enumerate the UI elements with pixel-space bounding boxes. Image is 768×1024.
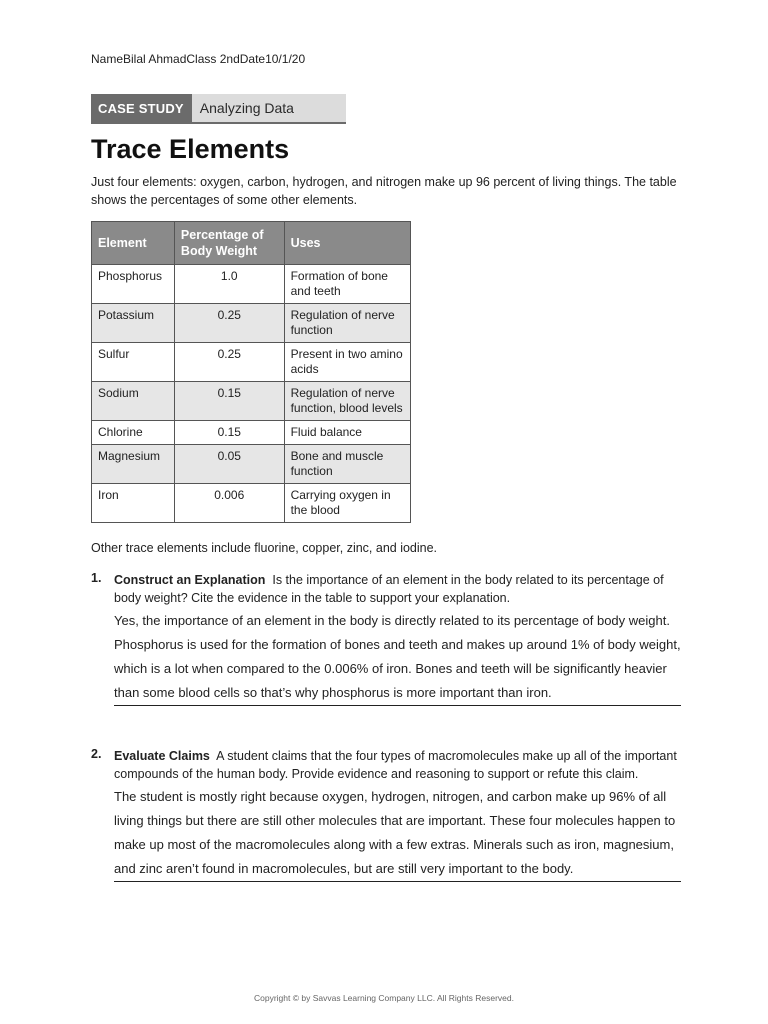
percent-cell: 0.05 [174,445,284,484]
question-text: Is the importance of an element in the body related to its percentage of body weight? Cite the evidence in the table to support your explanation. [114,573,664,605]
page-title: Trace Elements [91,134,290,164]
question-number: 2. [91,747,102,761]
other-trace-elements-note: Other trace elements include fluorine, copper, zinc, and iodine. [91,541,438,555]
banner-underline [91,122,346,124]
intro-paragraph: Just four elements: oxygen, carbon, hydrogen, and nitrogen make up 96 percent of living things. The table shows the percentages of some other elements. [91,175,677,207]
uses-cell: Bone and muscle function [284,445,410,484]
question-label: Evaluate Claims [114,749,210,763]
name-class-date-line: NameBilal AhmadClass 2ndDate10/1/20 [91,52,306,66]
answer-text[interactable]: The student is mostly right because oxygen, hydrogen, nitrogen, and carbon make up 96% of all living things but there are still other molecules that are important. These four molecules happen to make up most of the macromolecules along with a few extras. Minerals such as iron, magnesium, and zinc aren’t found in macromolecules, but are still very important to the body. [114,785,681,882]
banner-subtitle: Analyzing Data [192,94,346,123]
table-row [92,304,411,343]
element-cell: Sodium [92,382,175,421]
column-header-percentage: Percentage of Body Weight [174,222,284,265]
uses-cell: Regulation of nerve function [284,304,410,343]
uses-cell: Carrying oxygen in the blood [284,484,410,523]
table-row [92,484,411,523]
element-cell: Phosphorus [92,265,175,304]
question-prompt [114,747,681,783]
question-label: Construct an Explanation [114,573,266,587]
copyright-footer: Copyright © by Savvas Learning Company LLC. All Rights Reserved. [254,993,514,1003]
question-2 [91,747,681,882]
percent-cell: 0.15 [174,421,284,445]
question-number: 1. [91,571,102,585]
case-study-banner [91,94,346,123]
element-cell: Sulfur [92,343,175,382]
percent-cell: 1.0 [174,265,284,304]
uses-cell: Regulation of nerve function, blood levels [284,382,410,421]
table-row [92,421,411,445]
uses-cell: Present in two amino acids [284,343,410,382]
column-header-uses: Uses [284,222,410,265]
table-row [92,445,411,484]
table-row [92,265,411,304]
uses-cell: Formation of bone and teeth [284,265,410,304]
column-header-element: Element [92,222,175,265]
element-cell: Iron [92,484,175,523]
percent-cell: 0.25 [174,343,284,382]
element-cell: Potassium [92,304,175,343]
table-row [92,343,411,382]
question-text: A student claims that the four types of macromolecules make up all of the important compounds of the human body. Provide evidence and reasoning to support or refute this claim. [114,749,677,781]
percent-cell: 0.25 [174,304,284,343]
banner-label: CASE STUDY [91,94,192,123]
trace-elements-table [91,221,411,523]
element-cell: Magnesium [92,445,175,484]
percent-cell: 0.006 [174,484,284,523]
percent-cell: 0.15 [174,382,284,421]
question-prompt [114,571,681,607]
table-row [92,382,411,421]
table-header-row [92,222,411,265]
answer-text[interactable]: Yes, the importance of an element in the body is directly related to its percentage of body weight. Phosphorus is used for the formation of bones and teeth and makes up around 1% of body weight, which is a lot when compared to the 0.006% of iron. Bones and teeth will be significantly heavier than some blood cells so that’s why phosphorus is more important than iron. [114,609,681,706]
element-cell: Chlorine [92,421,175,445]
uses-cell: Fluid balance [284,421,410,445]
question-1 [91,571,681,706]
